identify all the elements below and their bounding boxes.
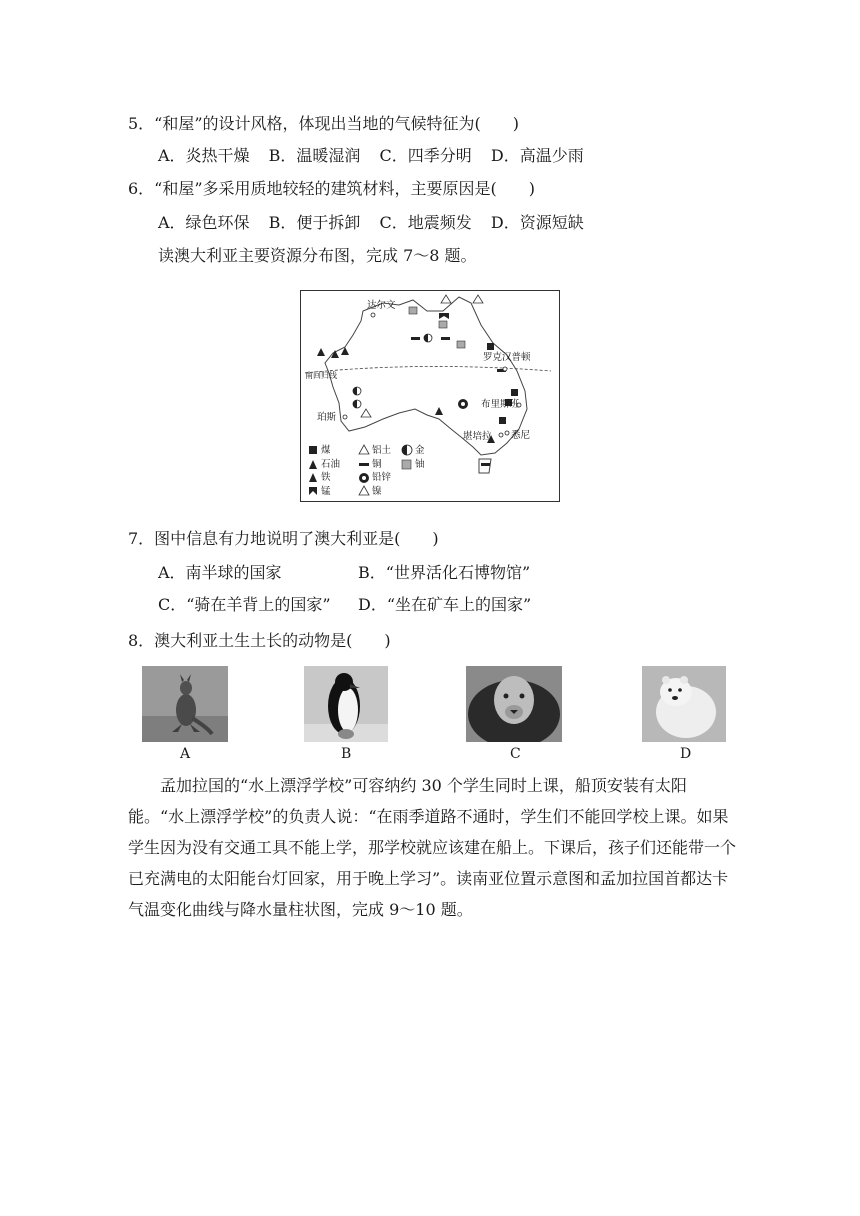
- legend-gold: 金: [415, 445, 425, 456]
- question-8-stem: 8．澳大利亚土生土长的动物是( ): [128, 631, 391, 650]
- legend-iron: 铁: [321, 472, 331, 483]
- q5-option-c[interactable]: C．四季分明: [379, 146, 472, 165]
- q7-option-c[interactable]: C．“骑在羊背上的国家”: [158, 595, 331, 614]
- legend-copper: 铜: [372, 459, 382, 470]
- q7-option-a[interactable]: A．南半球的国家: [158, 563, 282, 582]
- city-brisbane: 布里斯班: [481, 399, 520, 410]
- animal-label-b: B: [341, 746, 352, 762]
- tropic-label: 南回归线: [305, 371, 337, 380]
- question-6-stem: 6．“和屋”多采用质地较轻的建筑材料，主要原因是( ): [128, 179, 536, 198]
- q6-option-c[interactable]: C．地震频发: [379, 213, 472, 232]
- lion-photo-icon[interactable]: [466, 666, 562, 742]
- q7-option-d[interactable]: D．“坐在矿车上的国家”: [358, 595, 532, 614]
- legend-leadzinc: 铅锌: [372, 472, 392, 483]
- tropic-line: [305, 366, 551, 373]
- q6-option-a[interactable]: A．绿色环保: [158, 213, 250, 232]
- animal-label-a: A: [180, 746, 191, 762]
- passage-9-10: 孟加拉国的“水上漂浮学校”可容纳约 30 个学生同时上课，船顶安装有太阳能。“水上漂浮学校”的负责人说：“在雨季道路不通时，学生们不能回学校上课。如果学生因为没有交通工具不能上学，那学校就应该建在船上。下课后，孩子们还能带一个已充满电的太阳能台灯回家，用于晚上学习”。读南亚位置示意图和孟加拉国首都达卡气温变化曲线与降水量柱状图，完成 9～10 题。: [128, 776, 737, 919]
- q7-option-b[interactable]: B．“世界活化石博物馆”: [358, 563, 531, 582]
- city-perth: 珀斯: [317, 412, 337, 423]
- legend-nickel: 镍: [372, 486, 382, 497]
- q5-option-b[interactable]: B．温暖湿润: [268, 146, 361, 165]
- legend-manganese: 锰: [321, 486, 331, 497]
- kangaroo-photo-icon[interactable]: [142, 666, 228, 742]
- q6-option-d[interactable]: D．资源短缺: [490, 213, 584, 232]
- intro-7-8: 读澳大利亚主要资源分布图，完成 7～8 题。: [158, 246, 477, 265]
- question-7-stem: 7．图中信息有力地说明了澳大利亚是( ): [128, 529, 439, 548]
- city-rockhampton: 罗克汉普顿: [483, 352, 531, 363]
- legend-uranium: 铀: [415, 459, 425, 470]
- question-5-options: [158, 145, 584, 167]
- australia-resource-map: [300, 290, 560, 502]
- legend-oil: 石油: [321, 459, 341, 470]
- q5-option-d[interactable]: D．高温少雨: [490, 146, 584, 165]
- question-6-options: [158, 212, 584, 234]
- legend-bauxite: 铝土: [372, 445, 392, 456]
- legend-coal: 煤: [321, 445, 331, 456]
- city-sydney: 悉尼: [511, 430, 531, 441]
- question-5-stem: 5．“和屋”的设计风格，体现出当地的气候特征为( ): [128, 114, 520, 133]
- q5-option-a[interactable]: A．炎热干燥: [158, 146, 250, 165]
- city-darwin: 达尔文: [367, 300, 396, 311]
- q6-option-b[interactable]: B．便于拆卸: [268, 213, 361, 232]
- city-canberra: 堪培拉: [463, 431, 492, 442]
- animal-label-d: D: [680, 746, 692, 762]
- polar-bear-photo-icon[interactable]: [642, 666, 726, 742]
- animal-label-c: C: [510, 746, 521, 762]
- penguin-photo-icon[interactable]: [304, 666, 388, 742]
